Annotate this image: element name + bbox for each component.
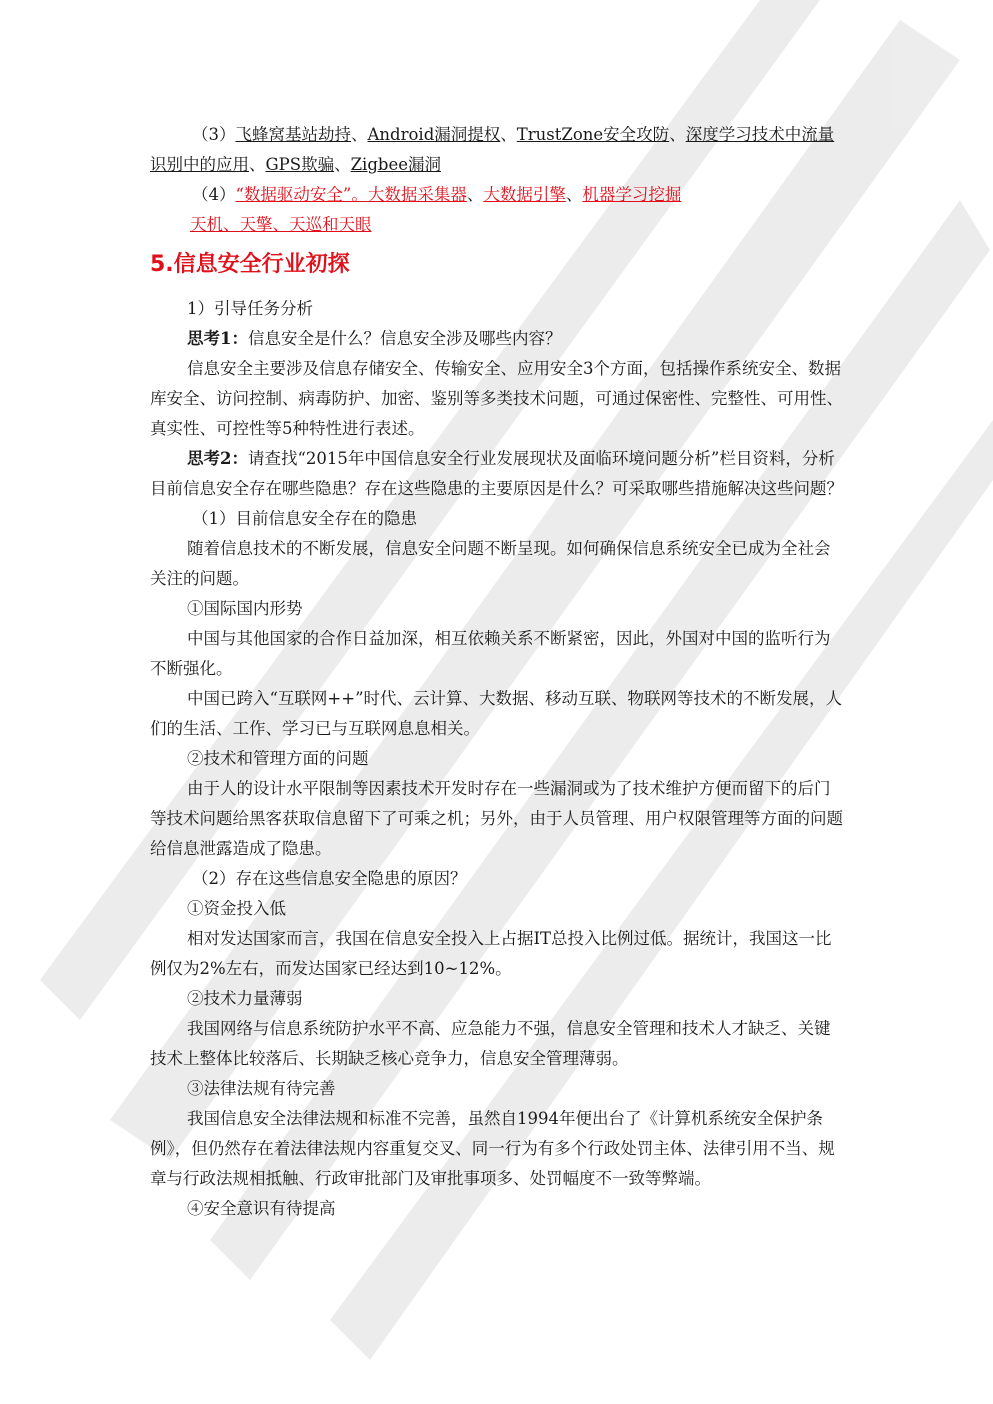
item-4-number: （4）	[192, 185, 236, 204]
paragraph-international: 中国与其他国家的合作日益加深，相互依赖关系不断紧密，因此，外国对中国的监听行为不断强化。	[150, 629, 831, 678]
circled-item-4: ②技术力量薄弱	[187, 989, 303, 1008]
think-2	[150, 444, 844, 504]
link-zigbee[interactable]: Zigbee漏洞	[350, 155, 441, 174]
paragraph-development: 随着信息技术的不断发展，信息安全问题不断呈现。如何确保信息系统安全已成为全社会关注的问题。	[150, 539, 831, 588]
circled-item-5: ③法律法规有待完善	[187, 1079, 336, 1098]
link-data-driven-security[interactable]: “数据驱动安全”。	[235, 185, 368, 204]
link-gps-spoofing[interactable]: GPS欺骗	[265, 155, 335, 174]
paragraph-info-security: 信息安全主要涉及信息存储安全、传输安全、应用安全3个方面，包括操作系统安全、数据库安全、访问控制、病毒防护、加密、鉴别等多类技术问题，可通过保密性、完整性、可用性、真实性、可控性等5种特性进行表述。	[150, 359, 843, 438]
paragraph-investment: 相对发达国家而言，我国在信息安全投入上占据IT总投入比例过低。据统计，我国这一比例仅为2%左右，而发达国家已经达到10~12%。	[150, 929, 832, 978]
think-1-text: 信息安全是什么？信息安全涉及哪些内容？	[247, 329, 562, 348]
product-names-line	[150, 210, 844, 240]
item-3-line-2: 识别中的应用、GPS欺骗、Zigbee漏洞	[150, 155, 441, 174]
section-heading: 5.信息安全行业初探	[150, 252, 350, 277]
paragraph-tech-weak: 我国网络与信息系统防护水平不高、应急能力不强，信息安全管理和技术人才缺乏、关键技术上整体比较落后、长期缺乏核心竞争力，信息安全管理薄弱。	[150, 1019, 831, 1068]
link-deep-learning-traffic[interactable]: 深度学习技术中流量	[685, 125, 835, 144]
paragraph-tech-management: 由于人的设计水平限制等因素技术开发时存在一些漏洞或为了技术维护方便而留下的后门等技术问题给黑客获取信息留下了可乘之机；另外，由于人员管理、用户权限管理等方面的问题给信息泄露造成了隐患。	[150, 779, 843, 858]
subsection-2: （2）存在这些信息安全隐患的原因？	[192, 869, 467, 888]
link-femtocell-hijack[interactable]: 飞蜂窝基站劫持	[235, 125, 351, 144]
think-2-label: 思考2：	[187, 449, 248, 468]
link-big-data-collector[interactable]: 大数据采集器	[367, 185, 467, 204]
paragraph-laws: 我国信息安全法律法规和标准不完善，虽然自1994年便出台了《计算机系统安全保护条例》，但仍然存在着法律法规内容重复交叉、同一行为有多个行政处罚主体、法律引用不当、规章与行政法规相抵触、行政审批部门及审批事项多、处罚幅度不一致等弊端。	[150, 1109, 835, 1188]
link-big-data-engine[interactable]: 大数据引擎	[483, 185, 566, 204]
document-body	[150, 120, 844, 1224]
guide-task-label: 1）引导任务分析	[187, 299, 313, 318]
think-2-text: 请查找“2015年中国信息安全行业发展现状及面临环境问题分析”栏目资料，分析目前信息安全存在哪些隐患？存在这些隐患的主要原因是什么？可采取哪些措施解决这些问题？	[150, 449, 843, 498]
circled-item-1: ①国际国内形势	[187, 599, 303, 618]
paragraph-internet-plus: 中国已跨入“互联网++”时代、云计算、大数据、移动互联、物联网等技术的不断发展，人们的生活、工作、学习已与互联网息息相关。	[150, 689, 843, 738]
link-deep-learning-traffic-cont[interactable]: 识别中的应用	[150, 155, 249, 174]
think-1	[150, 324, 844, 354]
link-product-names[interactable]: 天机、天擎、天巡和天眼	[190, 215, 372, 234]
item-4-line: （4）“数据驱动安全”。大数据采集器、大数据引擎、机器学习挖掘	[192, 185, 682, 204]
think-1-label: 思考1：	[187, 329, 248, 348]
item-3-number: （3）	[192, 125, 236, 144]
circled-item-3: ①资金投入低	[187, 899, 286, 918]
link-android-privilege[interactable]: Android漏洞提权	[367, 125, 501, 144]
subsection-1: （1）目前信息安全存在的隐患	[192, 509, 417, 528]
link-trustzone[interactable]: TrustZone安全攻防	[516, 125, 670, 144]
circled-item-2: ②技术和管理方面的问题	[187, 749, 369, 768]
item-3-line-1: （3）飞蜂窝基站劫持、Android漏洞提权、TrustZone安全攻防、深度学习技术中流量	[192, 125, 835, 144]
circled-item-6: ④安全意识有待提高	[187, 1199, 336, 1218]
link-ml-mining[interactable]: 机器学习挖掘	[582, 185, 682, 204]
